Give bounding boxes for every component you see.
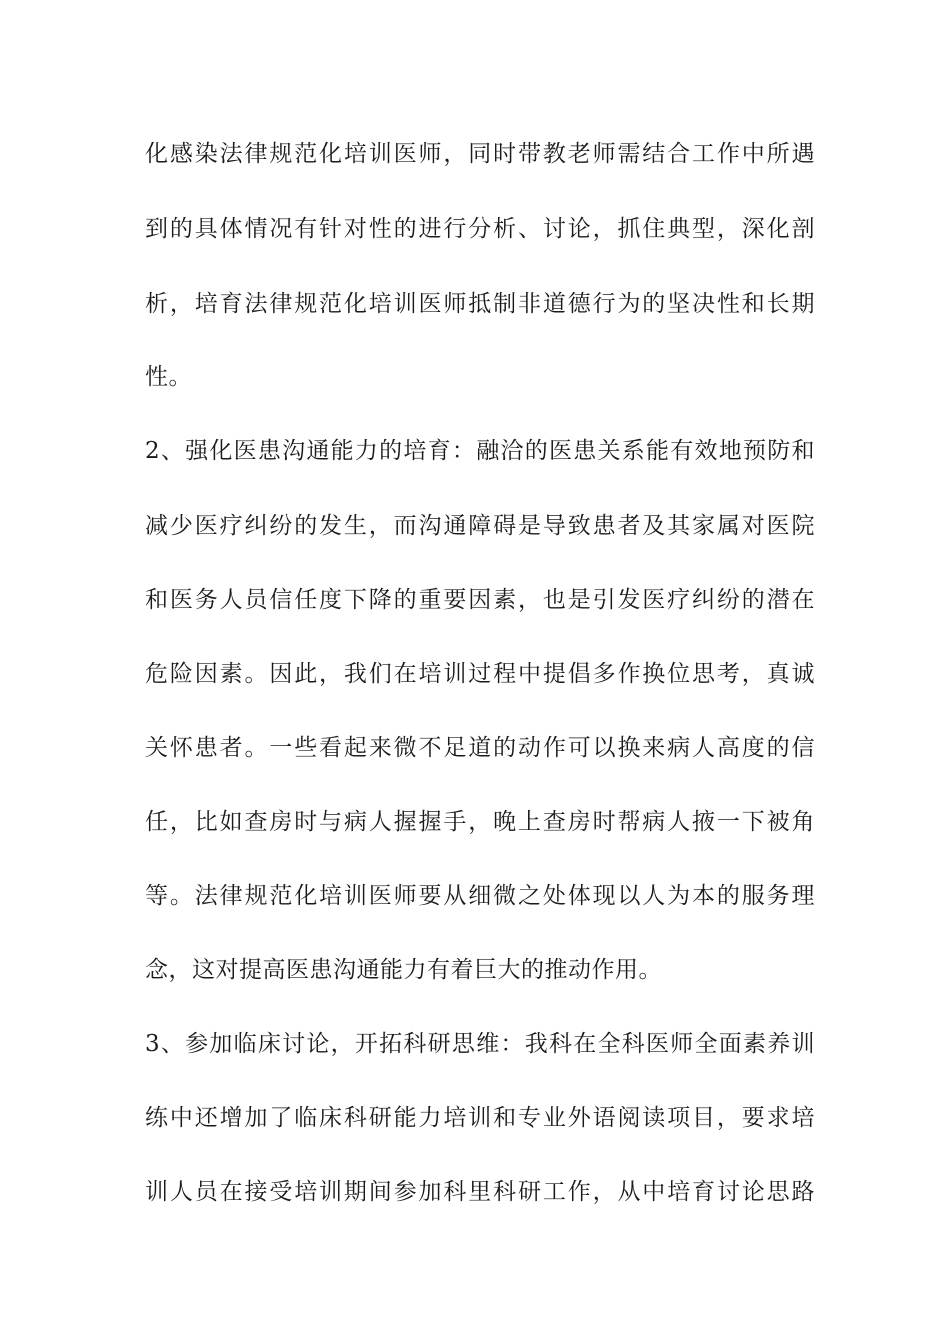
text-line-13: 3、参加临床讨论，开拓科研思维：我科在全科医师全面素养训 [145,1031,815,1057]
text-line-5: 2、强化医患沟通能力的培育：融洽的医患关系能有效地预防和 [145,438,815,464]
text-line-4: 性。 [145,364,192,390]
text-line-1: 化感染法律规范化培训医师，同时带教老师需结合工作中所遇 [145,141,815,167]
text-line-7: 和医务人员信任度下降的重要因素，也是引发医疗纠纷的潜在 [145,587,815,613]
text-line-2: 到的具体情况有针对性的进行分析、讨论，抓住典型，深化剖 [145,216,815,242]
text-line-10: 任，比如查房时与病人握握手，晚上查房时帮病人掖一下被角 [145,809,815,835]
text-line-3: 析，培育法律规范化培训医师抵制非道德行为的坚决性和长期 [145,291,815,317]
text-line-9: 关怀患者。一些看起来微不足道的动作可以换来病人高度的信 [145,735,815,761]
text-line-12: 念，这对提高医患沟通能力有着巨大的推动作用。 [145,957,662,983]
text-line-8: 危险因素。因此，我们在培训过程中提倡多作换位思考，真诚 [145,661,815,687]
text-line-6: 减少医疗纠纷的发生，而沟通障碍是导致患者及其家属对医院 [145,513,815,539]
text-line-15: 训人员在接受培训期间参加科里科研工作，从中培育讨论思路 [145,1179,815,1205]
text-line-11: 等。法律规范化培训医师要从细微之处体现以人为本的服务理 [145,883,815,909]
text-line-14: 练中还增加了临床科研能力培训和专业外语阅读项目，要求培 [145,1105,815,1131]
